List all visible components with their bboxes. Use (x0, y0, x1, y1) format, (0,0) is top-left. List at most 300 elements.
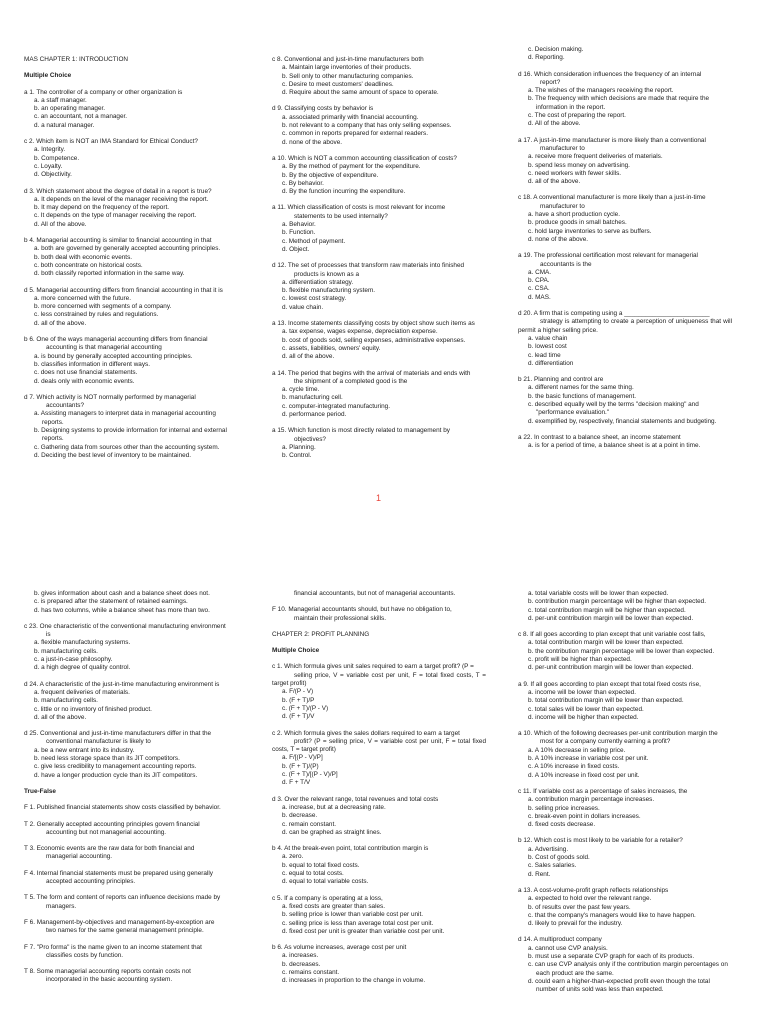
answer-option: b. CPA. (528, 277, 550, 285)
question-stem-continued (272, 378, 486, 386)
question-stem: c 23. One characteristic of the conventional manufacturing environment (24, 622, 226, 630)
answer-option: d. all of the above. (34, 713, 87, 721)
answer-option: d. MAS. (528, 293, 551, 301)
answer-option: a. increase, but at a decreasing rate. (282, 803, 386, 811)
question-stem: a 13. A cost-volume-profit graph reflects relationships (518, 886, 669, 894)
question-stem-continued (24, 952, 238, 960)
answer-option: c. (F + T)/[(P - V)/P] (282, 771, 338, 779)
answer-option: d. a natural manager. (34, 121, 95, 129)
answer-option: a. is for a period of time, a balance sheet is at a point in time. (528, 442, 701, 450)
question (518, 310, 732, 368)
answer-option: c. Decision making. (528, 46, 584, 53)
answer-option: a. is bound by generally accepted accounting principles. (34, 352, 193, 360)
question (518, 376, 732, 426)
answer-option: b. cost of goods sold, selling expenses, administrative expenses. (282, 336, 466, 344)
question (518, 788, 732, 829)
answer-option: d. Rent. (528, 870, 551, 878)
true-false-list (272, 606, 486, 623)
question (518, 837, 732, 878)
answer-option: a. F/(P - V) (282, 688, 314, 696)
answer-option: c. give less credibility to management accounting reports. (34, 763, 197, 771)
question-stem: c 8. If all goes according to plan except that unit variable cost falls, (518, 631, 706, 639)
answer-option: a. Maintain large inventories of their products. (282, 64, 412, 72)
answer-option: b. Sell only to other manufacturing companies. (282, 72, 414, 80)
answer-option: d. all of the above. (34, 319, 87, 327)
answer-option: c. selling price is less than average total cost per unit. (282, 919, 434, 927)
question (272, 427, 486, 460)
question (24, 894, 238, 911)
page1-column-1 (24, 56, 238, 468)
answer-option: d. All of the above. (528, 120, 581, 128)
question-stem-continued (272, 738, 486, 755)
question (24, 919, 238, 936)
question-stem: c 2. Which item is NOT an IMA Standard for Ethical Conduct? (24, 138, 198, 146)
answer-option: b. contribution margin percentage will be higher than expected. (528, 598, 706, 606)
question-stem: T 2. Generally accepted accounting principles govern financial (24, 820, 200, 828)
answer-option: c. assets, liabilities, owners' equity. (282, 344, 381, 352)
answer-option: b. Competence. (34, 154, 80, 162)
answer-option: b. equal to total fixed costs. (282, 861, 360, 869)
answer-option: c. lead time (528, 351, 561, 359)
question (24, 287, 238, 328)
answer-option: d. All of the above. (34, 220, 87, 228)
question-stem-continued (24, 738, 238, 746)
stem-continuation: selling price, V = variable cost per unit, F = total fixed costs, T = target profit) (272, 671, 486, 688)
stem-continuation: most for a company currently earning a profit? (540, 738, 671, 746)
answer-option: c. total contribution margin will be higher than expected. (528, 606, 686, 614)
question (24, 730, 238, 780)
answer-option: c. CSA. (528, 285, 550, 293)
question-stem: c 1. Which formula gives unit sales required to earn a target profit? (P = (272, 663, 474, 671)
question-stem: b 4. At the break-even point, total contribution margin is (272, 845, 429, 853)
answer-option: a. contribution margin percentage increases. (528, 796, 655, 804)
question (272, 155, 486, 196)
question (24, 188, 238, 229)
question-stem: b 4. Managerial accounting is similar to financial accounting in that (24, 237, 212, 245)
question-stem-continued (24, 344, 238, 352)
question (272, 262, 486, 312)
answer-option: b. decrease. (282, 812, 318, 820)
question-stem: a 10. Which is NOT a common accounting classification of costs? (272, 154, 457, 162)
answer-option: c. equal to total costs. (282, 870, 344, 878)
answer-option: d. equal to total variable costs. (282, 878, 369, 886)
answer-option: a. more concerned with the future. (34, 294, 131, 302)
question-stem: d 24. A characteristic of the just-in-time manufacturing environment is (24, 680, 220, 688)
answer-option: b. lowest cost (528, 343, 567, 351)
answer-option: b. produce goods in small batches. (528, 219, 627, 227)
answer-option: c. break-even point in dollars increases. (528, 812, 641, 820)
answer-option: c. (F + T)/(P - V) (282, 704, 329, 712)
answer-option: a. have a short production cycle. (528, 211, 621, 219)
answer-option: a. different names for the same thing. (528, 384, 634, 392)
question (272, 56, 486, 97)
question (272, 105, 486, 146)
question-stem: b 6. As volume increases, average cost per unit (272, 944, 407, 952)
carried-options (518, 590, 732, 623)
question (24, 336, 238, 386)
question-stem: F 10. Managerial accountants should, but have no obligation to, (272, 606, 452, 614)
question-stem: a 14. The period that begins with the arrival of materials and ends with (272, 369, 471, 377)
answer-option: c. Method of payment. (282, 237, 346, 245)
section-heading: Multiple Choice (24, 72, 72, 80)
answer-option: a. fixed costs are greater than sales. (282, 902, 386, 910)
answer-option: b. manufacturing cell. (282, 394, 343, 402)
answer-option: b. selling price is lower than variable cost per unit. (282, 911, 424, 919)
question (518, 252, 732, 302)
question-stem-continued (272, 615, 486, 623)
answer-option: b. selling price increases. (528, 804, 600, 812)
question-stem-continued (24, 853, 238, 861)
page1-column-2 (272, 56, 486, 468)
answer-option: d. income will be higher than expected. (528, 713, 639, 721)
page2-column-3 (518, 590, 732, 1002)
answer-option: c. remains constant. (282, 968, 340, 976)
question-stem-continued (24, 631, 238, 639)
answer-option: c. profit will be higher than expected. (528, 656, 632, 664)
answer-option: b. The frequency with which decisions are made that require the information in the report. (528, 95, 710, 111)
question-stem: b 12. Which cost is most likely to be variable for a retailer? (518, 837, 683, 845)
answer-option: c. less constrained by rules and regulations. (34, 311, 159, 319)
question-stem-continued (24, 402, 238, 410)
answer-option: d. have a longer production cycle than its JIT competitors. (34, 771, 198, 779)
answer-option: a. both are governed by generally accepted accounting principles. (34, 245, 221, 253)
question-stem-continued (272, 271, 486, 279)
answer-option: d. Objectivity. (34, 171, 72, 179)
answer-option: b. By the objective of expenditure. (282, 171, 379, 179)
carried-options (518, 46, 732, 63)
answer-option: c. common in reports prepared for external readers. (282, 130, 428, 138)
answer-option: c. By behavior. (282, 179, 324, 187)
answer-option: d. differentiation (528, 359, 574, 367)
question (518, 730, 732, 780)
answer-option: c. lowest cost strategy. (282, 295, 347, 303)
page2-column-1 (24, 590, 238, 993)
question-stem: a 13. Income statements classifying costs by object show such items as (272, 320, 475, 328)
answer-option: b. gives information about cash and a balance sheet does not. (34, 590, 210, 597)
answer-option: d. Reporting. (528, 54, 565, 62)
question-list (24, 89, 238, 461)
answer-option: d. performance period. (282, 410, 347, 418)
answer-option: b. Designing systems to provide information for internal and external reports. (34, 426, 227, 443)
question-stem: a 1. The controller of a company or other organization is (24, 88, 183, 96)
answer-option: b. decreases. (282, 960, 321, 968)
answer-option: c. Desire to meet customers' deadlines. (282, 80, 394, 88)
answer-option: b. the basic functions of management. (528, 392, 636, 400)
question-stem-continued (24, 829, 238, 837)
question-stem: F 6. Management-by-objectives and management-by-exception are (24, 918, 215, 926)
answer-option: a. tax expense, wages expense, depreciation expense. (282, 328, 438, 336)
answer-option: d. exemplified by, respectively, financial statements and budgeting. (528, 417, 717, 425)
stem-continuation: products is known as a (294, 270, 360, 278)
answer-option: a. income will be lower than expected. (528, 688, 636, 696)
question (518, 681, 732, 722)
answer-option: a. CMA. (528, 268, 552, 276)
answer-option: d. can be graphed as straight lines. (282, 828, 382, 836)
question (518, 936, 732, 994)
question-stem-continued (518, 203, 732, 211)
answer-option: b. not relevant to a company that has only selling expenses. (282, 122, 452, 130)
question (24, 821, 238, 838)
answer-option: c. an accountant, not a manager. (34, 113, 128, 121)
question-stem: F 1. Published financial statements show costs classified by behavior. (24, 804, 221, 812)
answer-option: d. increases in proportion to the change in volume. (282, 977, 426, 985)
question-stem-continued (24, 903, 238, 911)
question-stem-continued (518, 145, 732, 153)
answer-option: d. could earn a higher-than-expected profit even though the total number of units sold was less than expected. (528, 977, 710, 994)
section-heading: Multiple Choice (272, 647, 320, 655)
question (24, 138, 238, 179)
question (272, 370, 486, 420)
question-stem: T 8. Some managerial accounting reports contain costs not (24, 968, 191, 976)
question (24, 845, 238, 862)
question-stem: d 3. Which statement about the degree of detail in a report is true? (24, 187, 212, 195)
stem-continuation: accounting is that managerial accounting (46, 344, 162, 352)
answer-option: a. zero. (282, 853, 304, 861)
question-stem-continued (24, 976, 238, 984)
question-stem-continued (24, 927, 238, 935)
question (24, 804, 238, 812)
answer-option: d. fixed cost per unit is greater than variable cost per unit. (282, 927, 445, 935)
answer-option: d. By the function incurring the expenditure. (282, 188, 406, 196)
question (518, 887, 732, 928)
question-stem: T 5. The form and content of reports can influence decisions made by (24, 894, 221, 902)
answer-option: a. Advertising. (528, 845, 569, 853)
answer-option: c. a just-in-case philosophy. (34, 656, 113, 664)
answer-option: d. none of the above. (282, 138, 343, 146)
answer-option: c. Loyalty. (34, 162, 63, 170)
answer-option: d. F + T/V (282, 779, 311, 787)
stem-continuation: report? (540, 78, 561, 86)
stem-continuation: is (46, 631, 51, 639)
question (272, 730, 486, 788)
stem-continuation: strategy is attempting to create a perception of uniqueness that will permit a higher selling price. (518, 318, 732, 334)
stem-continuation: managerial accounting. (46, 853, 113, 861)
stem-continuation: classifies costs by function. (46, 951, 124, 959)
question-stem: d 25. Conventional and just-in-time manufacturers differ in that the (24, 730, 212, 738)
question-stem: a 19. The professional certification most relevant for managerial (518, 252, 698, 260)
answer-option: a. expected to hold over the relevant range. (528, 895, 652, 903)
chapter-heading: CHAPTER 2: PROFIT PLANNING (272, 630, 370, 638)
answer-option: b. both deal with economic events. (34, 253, 133, 261)
answer-option: b. (F + T)/(P) (282, 762, 319, 770)
question-stem: c 18. A conventional manufacturer is more likely than a just-in-time (518, 194, 706, 202)
stem-continuation: maintain their professional skills. (294, 614, 386, 622)
answer-option: a. be a new entrant into its industry. (34, 746, 135, 754)
answer-option: b. A 10% increase in variable cost per unit. (528, 755, 649, 763)
answer-option: a. receive more frequent deliveries of materials. (528, 153, 663, 161)
stem-continuation: the shipment of a completed good is the (294, 377, 408, 385)
question-list (272, 663, 486, 985)
question-stem: F 7. "Pro forma" is the name given to an income statement that (24, 943, 202, 951)
answer-option: d. Deciding the best level of inventory to be maintained. (34, 451, 192, 459)
answer-option: d. all of the above. (528, 178, 581, 186)
answer-option: d. likely to prevail for the industry. (528, 920, 623, 928)
answer-option: a. increases. (282, 952, 319, 960)
document-page-2 (0, 512, 768, 1024)
answer-option: d. a high degree of quality control. (34, 664, 131, 672)
answer-option: a. frequent deliveries of materials. (34, 688, 130, 696)
question (518, 434, 732, 451)
stem-continuation: managers. (46, 902, 77, 910)
stem-continuation: accepted accounting principles. (46, 878, 136, 886)
answer-option: c. that the company's managers would like to have happen. (528, 911, 696, 919)
question (518, 631, 732, 672)
stem-continuation: statements to be used internally? (294, 212, 388, 220)
answer-option: a. associated primarily with financial accounting. (282, 113, 419, 121)
stem-continuation: manufacturer to (540, 144, 585, 152)
answer-option: b. more concerned with segments of a company. (34, 303, 172, 311)
answer-option: b. (F + T)/P (282, 696, 315, 704)
question-stem: a 17. A just-in-time manufacturer is more likely than a conventional (518, 136, 706, 144)
answer-option: c. is prepared after the statement of retained earnings. (34, 598, 188, 606)
answer-option: a. total contribution margin will be lower than expected. (528, 639, 684, 647)
question-stem: b 21. Planning and control are (518, 376, 604, 384)
answer-option: a. differentiation strategy. (282, 278, 354, 286)
answer-option: b. the contribution margin percentage will be lower than expected. (528, 647, 715, 655)
question-list (24, 623, 238, 780)
page-number: 1 (376, 493, 382, 503)
answer-option: a. total variable costs will be lower than expected. (528, 590, 669, 597)
answer-option: a. Assisting managers to interpret data in managerial accounting reports. (34, 410, 216, 426)
answer-option: b. Cost of goods sold. (528, 854, 590, 862)
answer-option: a. Integrity. (34, 146, 66, 154)
answer-option: b. manufacturing cells. (34, 647, 98, 655)
carried-options (24, 590, 238, 615)
carried-text: financial accountants, but not of managerial accountants. (294, 590, 456, 597)
true-false-list (24, 804, 238, 984)
question-stem-continued (272, 213, 486, 221)
question-stem-continued (272, 672, 486, 689)
answer-option: a. cannot use CVP analysis. (528, 944, 608, 952)
question-stem: a 9. If all goes according to plan except that total fixed costs rise, (518, 680, 701, 688)
question-stem: c 11. If variable cost as a percentage of sales increases, the (518, 787, 688, 795)
question (518, 137, 732, 187)
answer-option: d. Require about the same amount of space to operate. (282, 89, 439, 97)
answer-option: b. total contribution margin will be lower than expected. (528, 697, 684, 705)
question-stem: d 12. The set of processes that transform raw materials into finished (272, 262, 465, 270)
answer-option: a. a staff manager. (34, 96, 87, 104)
question (518, 194, 732, 244)
stem-continuation: accounting but not managerial accounting. (46, 828, 167, 836)
question (24, 237, 238, 278)
answer-option: b. Control. (282, 452, 312, 460)
question-stem-continued (24, 878, 238, 886)
answer-option: b. an operating manager. (34, 105, 106, 113)
answer-option: a. The wishes of the managers receiving the report. (528, 87, 674, 95)
answer-option: b. spend less money on advertising. (528, 161, 630, 169)
question-stem: a 15. Which function is most directly related to management by (272, 427, 450, 435)
question (272, 796, 486, 837)
answer-option: a. F/[(P - V)/P] (282, 754, 323, 762)
answer-option: c. computer-integrated manufacturing. (282, 402, 390, 410)
answer-option: c. remain constant. (282, 820, 336, 828)
question (518, 71, 732, 129)
stem-continuation: conventional manufacturer is likely to (46, 738, 151, 746)
answer-option: d. per-unit contribution margin will be lower than expected. (528, 664, 694, 672)
answer-option: d. (F + T)/V (282, 713, 315, 721)
question (24, 89, 238, 130)
answer-option: a. A 10% decrease in selling price. (528, 746, 626, 754)
stem-continuation: objectives? (294, 435, 326, 443)
answer-option: b. of results over the past few years. (528, 903, 631, 911)
answer-option: d. value chain. (282, 303, 324, 311)
question-stem: F 4. Internal financial statements must be prepared using generally (24, 869, 213, 877)
question (272, 895, 486, 936)
question (272, 663, 486, 721)
answer-option: c. does not use financial statements. (34, 369, 138, 377)
answer-option: c. both concentrate on historical costs. (34, 261, 143, 269)
question-stem: a 22. In contrast to a balance sheet, an income statement (518, 433, 681, 441)
question-stem: d 5. Managerial accounting differs from financial accounting in that it is (24, 286, 223, 294)
answer-option: c. It depends on the type of manager receiving the report. (34, 212, 197, 220)
stem-continuation: profit? (P = selling price, V = variable cost per unit, F = total fixed costs, T = target profit) (272, 737, 486, 754)
answer-option: a. flexible manufacturing systems. (34, 639, 131, 647)
question (272, 204, 486, 254)
answer-option: c. Gathering data from sources other than the accounting system. (34, 443, 220, 451)
question-list (518, 631, 732, 994)
answer-option: d. has two columns, while a balance sheet has more than two. (34, 606, 210, 614)
answer-option: b. It may depend on the frequency of the report. (34, 204, 169, 212)
answer-option: b. manufacturing cells. (34, 697, 98, 705)
answer-option: a. cycle time. (282, 386, 320, 394)
answer-option: a. value chain (528, 334, 568, 342)
answer-option: c. A 10% increase in fixed costs. (528, 763, 620, 771)
answer-option: b. classifies information in different ways. (34, 360, 151, 368)
stem-continuation: incorporated in the basic accounting system. (46, 976, 173, 984)
question-stem-continued (272, 436, 486, 444)
stem-continuation: accountants? (46, 402, 85, 410)
answer-option: c. little or no inventory of finished product. (34, 705, 152, 713)
stem-continuation: two names for the same general management principle. (46, 927, 204, 935)
question-stem: c 5. If a company is operating at a loss, (272, 894, 383, 902)
answer-option: d. deals only with economic events. (34, 377, 135, 385)
answer-option: c. hold large inventories to serve as buffers. (528, 227, 652, 235)
answer-option: d. all of the above. (282, 353, 335, 361)
answer-option: d. per-unit contribution margin will be lower than expected. (528, 614, 694, 622)
question-stem: d 7. Which activity is NOT normally performed by managerial (24, 393, 196, 401)
question (24, 870, 238, 887)
stem-continuation: accountants is the (540, 260, 592, 268)
question (24, 623, 238, 673)
answer-option: d. none of the above. (528, 235, 589, 243)
question-stem: c 8. Conventional and just-in-time manufacturers both (272, 56, 424, 63)
answer-option: c. can use CVP analysis only if the contribution margin percentages on each product are the same. (528, 961, 728, 977)
page2-column-2 (272, 590, 486, 994)
question-stem: c 2. Which formula gives the sales dollars required to earn a target (272, 729, 460, 737)
question (272, 606, 486, 623)
question (24, 944, 238, 961)
answer-option: c. total sales will be lower than expected. (528, 705, 644, 713)
question-stem-continued (518, 261, 732, 269)
question-stem: d 16. Which consideration influences the frequency of an internal (518, 70, 702, 78)
answer-option: b. must use a separate CVP graph for each of its products. (528, 952, 695, 960)
answer-option: a. Behavior. (282, 221, 316, 229)
question-stem: T 3. Economic events are the raw data for both financial and (24, 845, 195, 853)
answer-option: d. Object. (282, 245, 310, 253)
answer-option: d. A 10% increase in fixed cost per unit. (528, 771, 640, 779)
question-stem: d 20. A firm that is competing using a ________________________ (518, 310, 710, 318)
answer-option: a. Planning. (282, 443, 316, 451)
question-stem: a 11. Which classification of costs is most relevant for income (272, 204, 446, 212)
answer-option: c. The cost of preparing the report. (528, 112, 626, 120)
question-stem: d 9. Classifying costs by behavior is (272, 105, 374, 113)
answer-option: b. Function. (282, 229, 316, 237)
question (272, 845, 486, 886)
question-stem-continued (518, 79, 732, 87)
section-heading: True-False (24, 787, 56, 795)
question-stem: d 3. Over the relevant range, total revenues and total costs (272, 795, 439, 803)
question-stem: d 14. A multiproduct company (518, 936, 602, 944)
